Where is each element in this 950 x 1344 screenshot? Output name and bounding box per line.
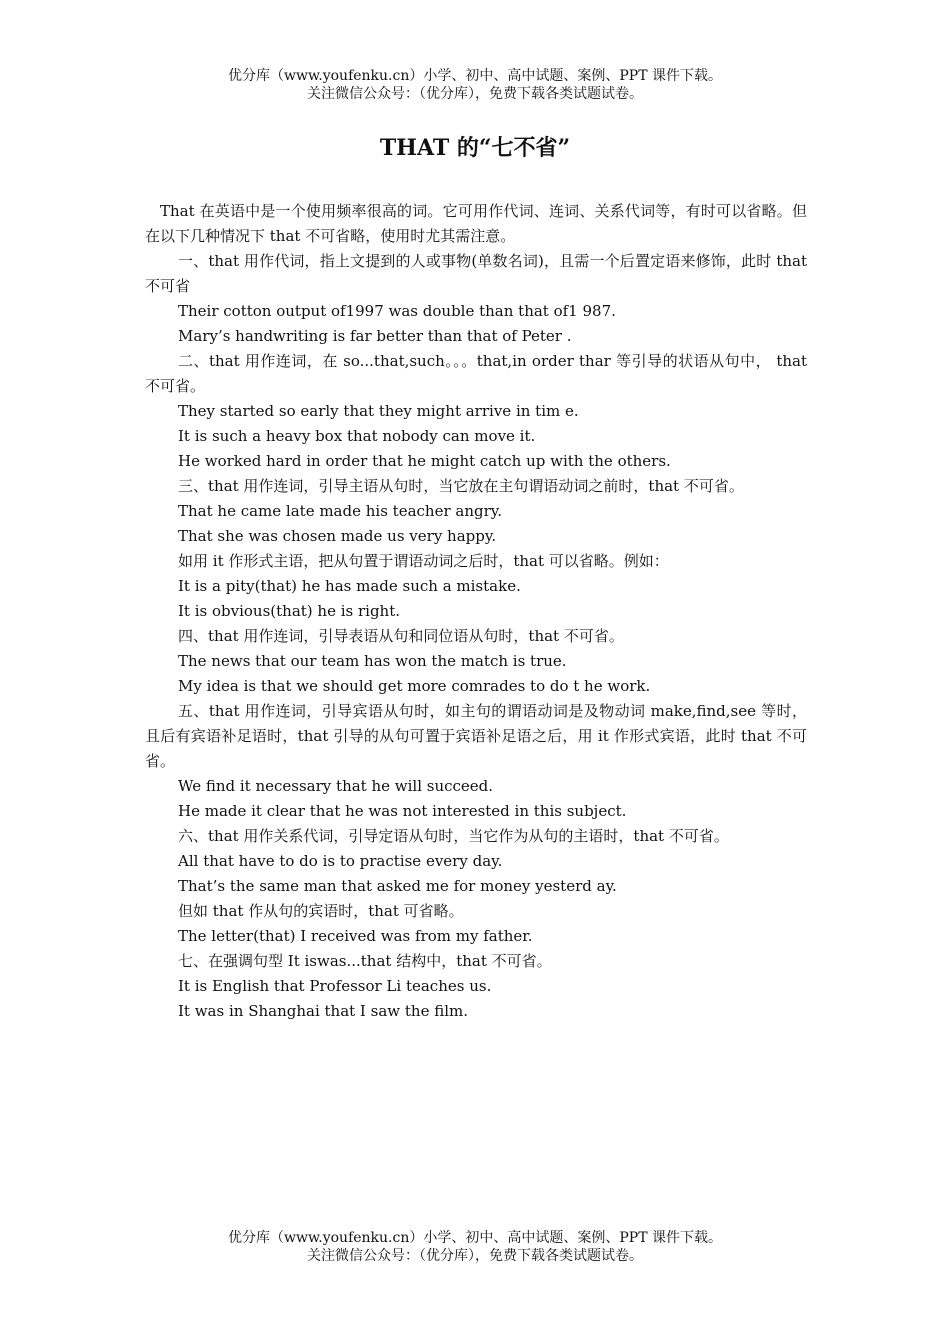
example-line: It is obvious(that) he is right. <box>178 602 401 620</box>
footer-line-1: 优分库（www.youfenku.cn）小学、初中、高中试题、案例、PPT 课件下载。 <box>227 1230 722 1246</box>
example-line: The news that our team has won the match is true. <box>178 652 567 670</box>
document-title: THAT 的“七不省” <box>379 135 571 161</box>
example-line: All that have to do is to practise every day. <box>178 852 503 870</box>
section-heading-2: 二、that 用作连词，在 so...that,such。。。that,in order thar 等引导的状语从句中， that 不可省。 <box>145 352 807 395</box>
example-line: My idea is that we should get more comrades to do t he work. <box>178 677 651 695</box>
example-line: Their cotton output of1997 was double than that of1 987. <box>178 302 616 320</box>
example-line: It is such a heavy box that nobody can move it. <box>178 427 536 445</box>
section-heading-7: 七、在强调句型 It iswas...that 结构中，that 不可省。 <box>178 952 552 970</box>
example-line: That he came late made his teacher angry. <box>178 502 503 520</box>
section-heading-1: 一、that 用作代词，指上文提到的人或事物(单数名词)，且需一个后置定语来修饰，此时 that 不可省 <box>145 252 807 295</box>
example-line: We find it necessary that he will succeed. <box>178 777 494 795</box>
note-line: 但如 that 作从句的宾语时，that 可省略。 <box>178 902 464 920</box>
section-heading-6: 六、that 用作关系代词，引导定语从句时，当它作为从句的主语时，that 不可省。 <box>178 827 729 845</box>
example-line: That’s the same man that asked me for money yesterd ay. <box>178 877 617 895</box>
header-line-2: 关注微信公众号：（优分库），免费下载各类试题试卷。 <box>307 86 643 102</box>
section-heading-3: 三、that 用作连词，引导主语从句时，当它放在主句谓语动词之前时，that 不可省。 <box>178 477 744 495</box>
example-line: He made it clear that he was not interested in this subject. <box>178 802 627 820</box>
paragraph-intro: That 在英语中是一个使用频率很高的词。它可用作代词、连词、关系代词等，有时可以省略。但在以下几种情况下 that 不可省略，使用时尤其需注意。 <box>145 202 807 245</box>
example-line: It is English that Professor Li teaches us. <box>178 977 492 995</box>
example-line: It is a pity(that) he has made such a mistake. <box>178 577 521 595</box>
example-line: He worked hard in order that he might catch up with the others. <box>178 452 671 470</box>
example-line: The letter(that) I received was from my father. <box>178 927 533 945</box>
section-heading-4: 四、that 用作连词，引导表语从句和同位语从句时，that 不可省。 <box>178 627 624 645</box>
example-line: That she was chosen made us very happy. <box>178 527 497 545</box>
page-header <box>0 67 950 103</box>
section-heading-5: 五、that 用作连词，引导宾语从句时，如主句的谓语动词是及物动词 make,find,see 等时，且后有宾语补足语时，that 引导的从句可置于宾语补足语之后，用 it 作形式宾语，此时 that 不可省。 <box>145 702 807 770</box>
page-footer <box>0 1229 950 1265</box>
note-line: 如用 it 作形式主语，把从句置于谓语动词之后时，that 可以省略。例如： <box>178 552 669 570</box>
example-line: It was in Shanghai that I saw the film. <box>178 1002 469 1020</box>
document-body <box>145 199 807 1024</box>
example-line: They started so early that they might arrive in tim e. <box>178 402 579 420</box>
example-line: Mary’s handwriting is far better than that of Peter . <box>178 327 572 345</box>
footer-line-2: 关注微信公众号：（优分库），免费下载各类试题试卷。 <box>307 1248 643 1264</box>
header-line-1: 优分库（www.youfenku.cn）小学、初中、高中试题、案例、PPT 课件下载。 <box>227 68 722 84</box>
